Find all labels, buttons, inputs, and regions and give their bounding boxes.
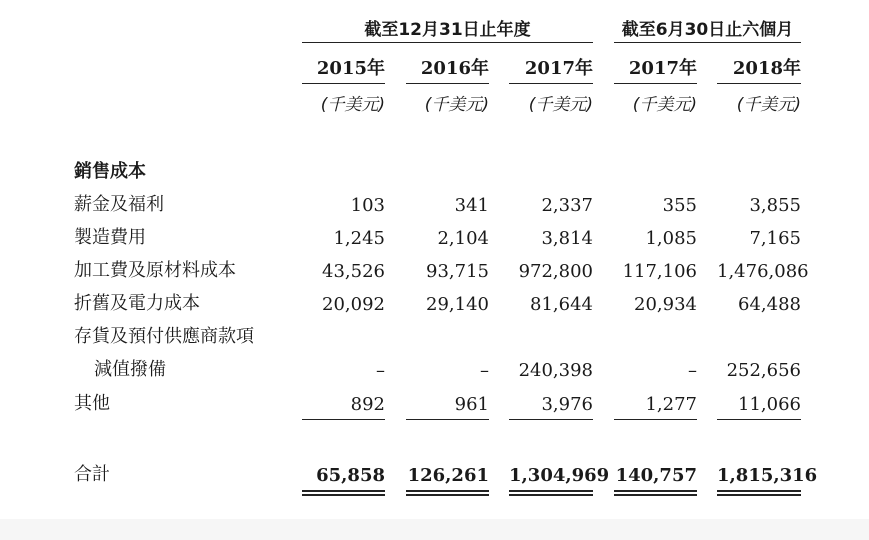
total-double-rule: [302, 490, 385, 496]
cell: 117,106: [622, 261, 697, 282]
cell: 3,855: [749, 195, 801, 216]
cell: 20,092: [322, 294, 385, 315]
year-header-2016: 2016年: [406, 57, 489, 84]
cell: –: [376, 360, 385, 381]
row-label: 其他: [74, 393, 110, 414]
year-header-2017-half: 2017年: [614, 57, 697, 84]
header-group-year-ended: 截至12月31日止年度: [302, 18, 593, 43]
cell: 1,085: [645, 228, 697, 249]
total-label: 合計: [74, 464, 110, 485]
cell: 2,337: [541, 195, 593, 216]
cell: –: [480, 360, 489, 381]
total-cell: 1,304,969: [509, 465, 610, 486]
section-title: 銷售成本: [74, 161, 146, 182]
subtotal-rule: [614, 419, 697, 420]
cell: 2,104: [437, 228, 489, 249]
cell: 103: [350, 195, 385, 216]
unit-caption: (千美元): [320, 95, 385, 115]
unit-caption: (千美元): [736, 95, 801, 115]
cell: 43,526: [322, 261, 385, 282]
cell: 240,398: [518, 360, 593, 381]
row-label: 折舊及電力成本: [74, 293, 200, 314]
cell: 3,976: [541, 394, 593, 415]
subtotal-rule: [302, 419, 385, 420]
cell: 7,165: [749, 228, 801, 249]
page-bottom-shade: [0, 519, 869, 540]
cell: 81,644: [530, 294, 593, 315]
cell: 1,476,086: [717, 261, 809, 282]
total-double-rule: [717, 490, 801, 496]
total-cell: 65,858: [316, 465, 385, 486]
cell: 961: [454, 394, 489, 415]
row-label: 減值撥備: [94, 359, 166, 380]
subtotal-rule: [406, 419, 489, 420]
total-cell: 1,815,316: [717, 465, 818, 486]
year-header-2018-half: 2018年: [717, 57, 801, 84]
cell: 252,656: [726, 360, 801, 381]
cell: 29,140: [426, 294, 489, 315]
unit-caption: (千美元): [632, 95, 697, 115]
cell: 3,814: [541, 228, 593, 249]
total-double-rule: [509, 490, 593, 496]
cell: 355: [662, 195, 697, 216]
cell: 93,715: [426, 261, 489, 282]
cell: 892: [350, 394, 385, 415]
row-label: 製造費用: [74, 227, 146, 248]
total-cell: 140,757: [615, 465, 697, 486]
unit-caption: (千美元): [424, 95, 489, 115]
year-header-2017: 2017年: [509, 57, 593, 84]
row-label: 加工費及原材料成本: [74, 260, 236, 281]
unit-caption: (千美元): [528, 95, 593, 115]
header-group-six-months: 截至6月30日止六個月: [614, 18, 801, 43]
cell: –: [688, 360, 697, 381]
cell: 1,245: [333, 228, 385, 249]
total-double-rule: [406, 490, 489, 496]
cell: 972,800: [518, 261, 593, 282]
cell: 11,066: [738, 394, 801, 415]
year-header-2015: 2015年: [302, 57, 385, 84]
cell: 341: [454, 195, 489, 216]
subtotal-rule: [717, 419, 801, 420]
cell: 1,277: [645, 394, 697, 415]
row-label: 薪金及福利: [74, 194, 164, 215]
total-double-rule: [614, 490, 697, 496]
subtotal-rule: [509, 419, 593, 420]
cell: 20,934: [634, 294, 697, 315]
total-cell: 126,261: [407, 465, 489, 486]
row-label: 存貨及預付供應商款項: [74, 326, 254, 347]
cell: 64,488: [738, 294, 801, 315]
